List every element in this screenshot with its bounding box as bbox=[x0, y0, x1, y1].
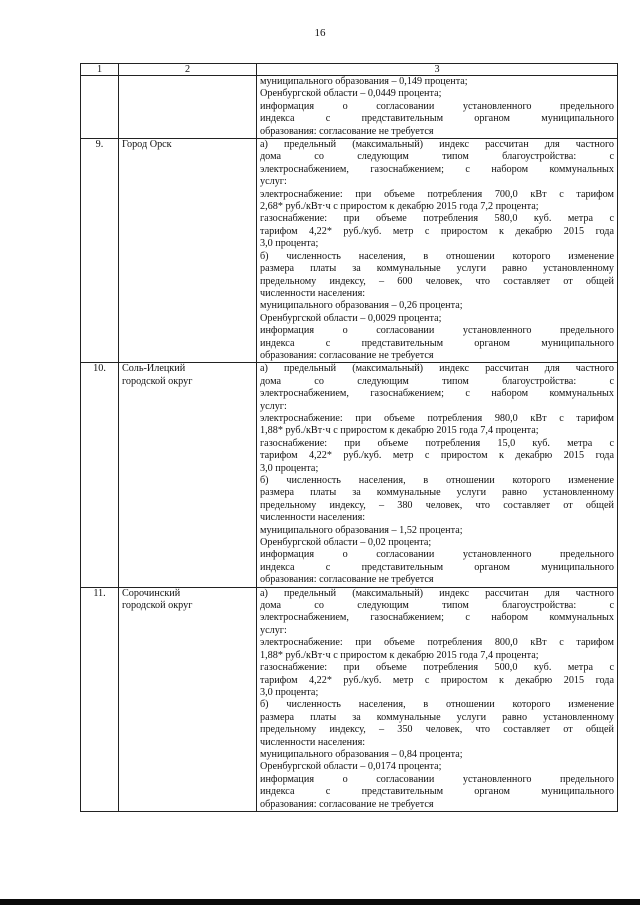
text-line: б) численность населения, в отношении которого изменение bbox=[260, 250, 614, 262]
text-line: дома со следующим типом благоустройства: с bbox=[260, 151, 614, 163]
text-line: образования: согласование не требуется bbox=[260, 349, 434, 361]
text-line: предельному индексу, – 350 человек, что составляет от общей bbox=[260, 724, 614, 736]
text-line: муниципального образования – 0,84 процента; bbox=[260, 748, 463, 760]
text-line: услуг: bbox=[260, 400, 287, 412]
column-header: 3 bbox=[257, 64, 618, 76]
text-line: образования: согласование не требуется bbox=[260, 125, 434, 137]
municipality-name-line: городской округ bbox=[122, 600, 193, 612]
text-line: размера платы за коммунальные услуги равно установленному bbox=[260, 711, 614, 723]
table-header-row bbox=[81, 64, 618, 76]
column-header: 1 bbox=[81, 64, 119, 76]
text-line: предельному индексу, – 380 человек, что составляет от общей bbox=[260, 499, 614, 511]
text-line: образования: согласование не требуется bbox=[260, 798, 434, 810]
text-line: индекса с представительным органом муниципального bbox=[260, 337, 614, 349]
row-number-cell bbox=[81, 76, 119, 139]
text-line: индекса с представительным органом муниципального bbox=[260, 561, 614, 573]
text-line: б) численность населения, в отношении которого изменение bbox=[260, 475, 614, 486]
text-line: электроснабжение: при объеме потребления 980,0 кВт с тарифом bbox=[260, 412, 614, 424]
municipality-name-line: Соль-Илецкий bbox=[122, 363, 186, 375]
municipality-name bbox=[119, 363, 257, 587]
text-line: индекса с представительным органом муниципального bbox=[260, 113, 614, 125]
text-line: 1,88* руб./кВт·ч с приростом к декабрю 2015 года 7,4 процента; bbox=[260, 649, 539, 661]
text-line: а) предельный (максимальный) индекс рассчитан для частного bbox=[260, 587, 614, 599]
text-line: тарифом 4,22* руб./куб. метр с приростом к декабрю 2015 года bbox=[260, 450, 614, 462]
text-line: 3,0 процента; bbox=[260, 462, 319, 474]
row-number: 10. bbox=[81, 363, 119, 587]
municipality-name-line: Сорочинский bbox=[122, 587, 181, 599]
text-line: услуг: bbox=[260, 624, 287, 636]
text-line: Оренбургской области – 0,02 процента; bbox=[260, 537, 432, 549]
row-name-cell bbox=[119, 76, 257, 139]
row-content-cell bbox=[257, 363, 618, 587]
text-line: информация о согласовании установленного предельного bbox=[260, 549, 614, 561]
text-line: газоснабжение: при объеме потребления 500,0 куб. метра с bbox=[260, 662, 614, 674]
text-line: образования: согласование не требуется bbox=[260, 574, 434, 586]
text-line: индекса с представительным органом муниципального bbox=[260, 786, 614, 798]
text-line: муниципального образования – 1,52 процента; bbox=[260, 524, 463, 536]
municipality-name bbox=[119, 139, 257, 363]
text-line: размера платы за коммунальные услуги равно установленному bbox=[260, 263, 614, 275]
text-line: 3,0 процента; bbox=[260, 238, 319, 250]
text-line: информация о согласовании установленного предельного bbox=[260, 100, 614, 112]
text-line: а) предельный (максимальный) индекс рассчитан для частного bbox=[260, 139, 614, 151]
text-line: информация о согласовании установленного предельного bbox=[260, 773, 614, 785]
text-line: 2,68* руб./кВт·ч с приростом к декабрю 2015 года 7,2 процента; bbox=[260, 201, 539, 213]
row-number: 9. bbox=[81, 139, 119, 363]
municipality-name-line: городской округ bbox=[122, 375, 193, 387]
text-line: услуг: bbox=[260, 176, 287, 188]
text-line: тарифом 4,22* руб./куб. метр с приростом к декабрю 2015 года bbox=[260, 225, 614, 237]
text-line: 3,0 процента; bbox=[260, 686, 319, 698]
text-line: тарифом 4,22* руб./куб. метр с приростом к декабрю 2015 года bbox=[260, 674, 614, 686]
table-row bbox=[81, 587, 618, 811]
text-line: Оренбургской области – 0,0449 процента; bbox=[260, 88, 442, 100]
table-body bbox=[81, 76, 618, 812]
text-line: электроснабжением, газоснабжением; с набором коммунальных bbox=[260, 163, 614, 175]
text-line: численности населения: bbox=[260, 287, 366, 299]
text-line: б) численность населения, в отношении которого изменение bbox=[260, 699, 614, 711]
text-line: муниципального образования – 0,26 процента; bbox=[260, 300, 463, 312]
row-content-cell bbox=[257, 139, 618, 363]
page-number: 16 bbox=[314, 27, 326, 39]
text-line: электроснабжением, газоснабжением; с набором коммунальных bbox=[260, 612, 614, 624]
row-content-cell bbox=[257, 587, 618, 811]
municipality-name bbox=[119, 587, 257, 811]
table-row bbox=[81, 363, 618, 587]
row-content-cell bbox=[257, 76, 618, 139]
text-line: электроснабжение: при объеме потребления 700,0 кВт с тарифом bbox=[260, 188, 614, 200]
text-line: газоснабжение: при объеме потребления 15,0 куб. метра с bbox=[260, 437, 614, 449]
text-line: 1,88* руб./кВт·ч с приростом к декабрю 2015 года 7,4 процента; bbox=[260, 425, 539, 437]
row-number: 11. bbox=[81, 587, 119, 811]
text-line: размера платы за коммунальные услуги равно установленному bbox=[260, 487, 614, 499]
table-row bbox=[81, 139, 618, 363]
text-line: газоснабжение: при объеме потребления 580,0 куб. метра с bbox=[260, 213, 614, 225]
text-line: информация о согласовании установленного предельного bbox=[260, 325, 614, 337]
text-line: электроснабжение: при объеме потребления 800,0 кВт с тарифом bbox=[260, 637, 614, 649]
text-line: численности населения: bbox=[260, 736, 366, 748]
text-line: Оренбургской области – 0,0174 процента; bbox=[260, 761, 442, 773]
text-line: дома со следующим типом благоустройства: с bbox=[260, 600, 614, 612]
text-line: численности населения: bbox=[260, 512, 366, 524]
text-line: а) предельный (максимальный) индекс рассчитан для частного bbox=[260, 363, 614, 375]
text-line: дома со следующим типом благоустройства: с bbox=[260, 375, 614, 387]
document-table bbox=[80, 63, 618, 812]
text-line: электроснабжением, газоснабжением; с набором коммунальных bbox=[260, 388, 614, 400]
text-line: муниципального образования – 0,149 процента; bbox=[260, 76, 468, 87]
municipality-name-line: Город Орск bbox=[122, 139, 172, 151]
text-line: предельному индексу, – 600 человек, что составляет от общей bbox=[260, 275, 614, 287]
text-line: Оренбургской области – 0,0029 процента; bbox=[260, 312, 442, 324]
column-header: 2 bbox=[119, 64, 257, 76]
continuation-row bbox=[81, 76, 618, 139]
scan-edge-bar bbox=[0, 899, 640, 905]
